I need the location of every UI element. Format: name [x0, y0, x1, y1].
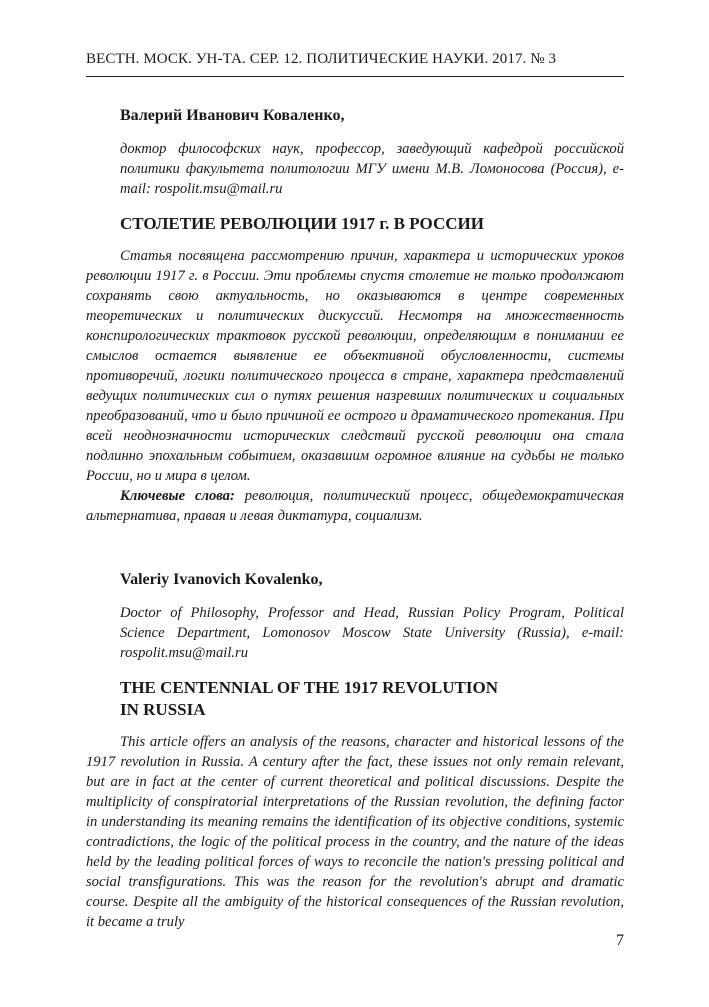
author-name-ru: Валерий Иванович Коваленко, [120, 107, 345, 124]
article-title-en [120, 677, 560, 721]
english-block [86, 560, 624, 932]
keywords-label: Ключевые слова: [120, 488, 235, 504]
author-affiliation-ru: доктор философских наук, профессор, заведующий кафедрой российской политики факультета политологии МГУ имени М.В. Ломоносова (Россия), e-mail: rospolit.msu@mail.ru [120, 141, 624, 197]
keywords-text: революция, политический процесс, общедемократическая альтернатива, правая и левая диктатура, социализм. [86, 488, 624, 524]
author-name-en: Valeriy Ivanovich Kovalenko, [120, 571, 323, 588]
author-affiliation-en: Doctor of Philosophy, Professor and Head, Russian Policy Program, Political Science Department, Lomonosov Moscow State University (Russia), e-mail: rospolit.msu@mail.ru [120, 605, 624, 661]
article-title-en-line1: THE CENTENNIAL OF THE 1917 REVOLUTION [120, 678, 498, 697]
keywords-ru [86, 486, 624, 526]
header-rule [86, 76, 624, 77]
article-title-ru: СТОЛЕТИЕ РЕВОЛЮЦИИ 1917 г. В РОССИИ [120, 214, 484, 233]
russian-block [86, 96, 624, 526]
article-title-en-line2: IN RUSSIA [120, 700, 206, 719]
abstract-ru: Статья посвящена рассмотрению причин, характера и исторических уроков революции 1917 г. в России. Эти проблемы спустя столетие не только продолжают сохранять свою актуальность, но оказываются в центре современных теоретических и политических дискуссий. Несмотря на множественность конспирологических трактовок русской революции, определяющим в понимании ее смыслов остается выявление ее объективной обусловленности, системы противоречий, логики политического процесса в стране, характера представлений ведущих политических сил о путях решения назревших политических и социальных преобразований, что и было причиной ее острого и драматического протекания. При всей неоднозначности исторических следствий русской революции она стала подлинно эпохальным событием, оказавшим огромное влияние на судьбы не только России, но и мира в целом. [86, 248, 624, 484]
abstract-en: This article offers an analysis of the reasons, character and historical lessons of the 1917 revolution in Russia. A century after the fact, these issues not only remain relevant, but are in fact at the center of current theoretical and political discussions. Despite the multiplicity of conspiratorial interpretations of the Russian revolution, the defining factor in understanding its meaning remains the identification of its objective conditions, systemic contradictions, the logic of the political process in the country, and the nature of the ideas held by the leading political forces of ways to reconcile the nation's pressing political and social transfigurations. This was the reason for the revolution's abrupt and dramatic course. Despite all the ambiguity of the historical consequences of the Russian revolution, it became a truly [86, 734, 624, 930]
page-number: 7 [616, 932, 624, 949]
running-head: ВЕСТН. МОСК. УН-ТА. СЕР. 12. ПОЛИТИЧЕСКИЕ НАУКИ. 2017. № 3 [86, 51, 557, 67]
